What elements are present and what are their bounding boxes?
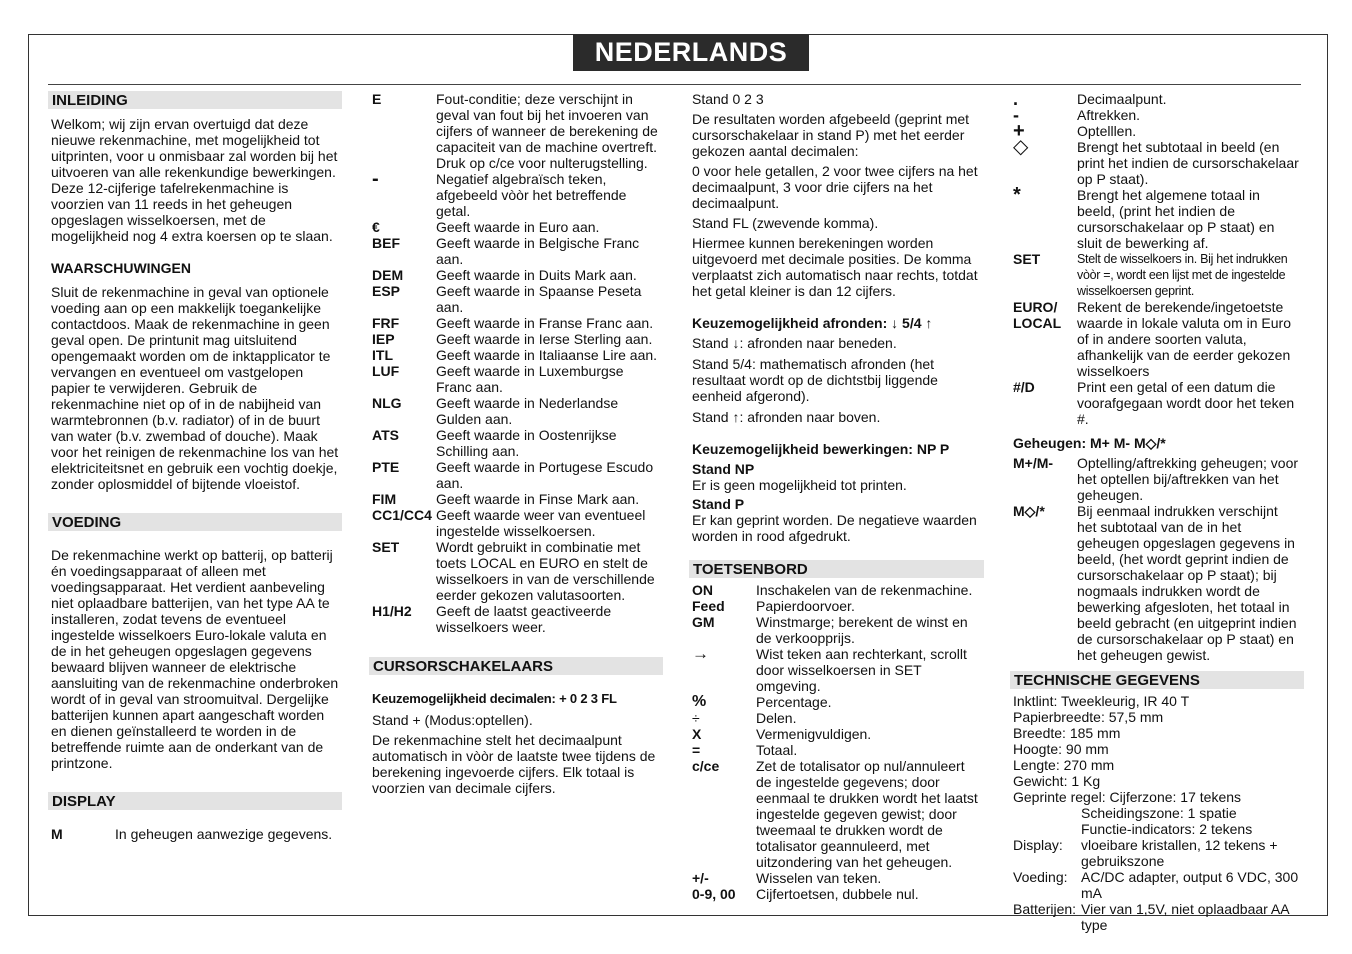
section-heading-technische-gegevens: TECHNISCHE GEGEVENS [1010, 671, 1304, 689]
key-label: Feed [692, 598, 725, 614]
display-desc: Geeft de laatst geactiveerde wisselkoers weer. [436, 603, 612, 635]
display-key: M [51, 826, 63, 842]
display-item [369, 427, 663, 459]
display-item [369, 507, 663, 539]
stand-p: Stand P [692, 496, 745, 512]
display-key: E [372, 91, 382, 107]
display-item [369, 395, 663, 427]
spec-line: Papierbreedte: 57,5 mm [1013, 709, 1164, 725]
display-item [369, 283, 663, 315]
spec-label: Voeding: [1013, 869, 1068, 885]
display-item [369, 491, 663, 507]
display-key: NLG [372, 395, 402, 411]
key-desc: Bij eenmaal indrukken verschijnt het subtotaal van de in het geheugen opgeslagen gegevens in beeld, (het wordt geprint indien de cursorschakelaar op P staat); bij nogmaals indrukken wordt de bewerking afgesloten, het totaal in beeld gebracht (en uitgeprint indien de cursorschakelaar op P staat) en het geheugen gewist. [1077, 503, 1297, 663]
waarschuwingen-text: Sluit de rekenmachine in geval van optionele voeding aan op een makkelijk toegankelijke contactdoos. Maak de rekenmachine in geen geval open. De printunit mag uitsluitend opengemaakt worden om de inktapplicator te vervangen en eventueel om vastgelopen papier te verwijderen. Gebruik de rekenmachine niet op of in de nabijheid van warmtebronnen (b.v. radiator) of in de buurt van water (b.v. zwembad of douche). Maak voor het reinigen de rekenmachine los van het elektriciteitsnet en gebruik een vochtig doekje, zonder oplosmiddel of bijtende vloeistof. [51, 284, 339, 492]
spec-line: Geprinte regel: Cijferzone: 17 tekens [1013, 789, 1242, 805]
stand-np-text: Er is geen mogelijkheid tot printen. [692, 477, 907, 493]
display-item [369, 235, 663, 267]
key-item [1010, 299, 1304, 379]
display-desc: Geeft waarde in Oostenrijkse Schilling aan. [436, 427, 617, 459]
divider [48, 84, 1301, 85]
display-desc: Geeft waarde in Spaanse Peseta aan. [436, 283, 642, 315]
key-label: 0-9, 00 [692, 886, 736, 902]
key-desc: Cijfertoetsen, dubbele nul. [756, 886, 919, 902]
key-item [1010, 136, 1304, 187]
key-item [689, 582, 984, 598]
key-item [689, 758, 984, 870]
display-desc: Geeft waarde in Ierse Sterling aan. [436, 331, 653, 347]
spec-batterijen [1010, 901, 1304, 933]
stand-023-text-b: 0 voor hele getallen, 2 voor twee cijfers na het decimaalpunt, 3 voor drie cijfers na het decimaalpunt. [692, 163, 978, 211]
key-item [689, 614, 984, 646]
memory-item [1010, 455, 1304, 503]
key-item [689, 742, 984, 758]
key-desc: Optelllen. [1077, 123, 1137, 139]
spec-line: Scheidingszone: 1 spatie [1081, 805, 1237, 821]
spec-line: Gewicht: 1 Kg [1013, 773, 1101, 789]
round-up: Stand ↑: afronden naar boven. [692, 409, 881, 425]
display-item [369, 168, 663, 219]
memory-item [1010, 503, 1304, 663]
key-desc: Optelling/aftrekking geheugen; voor het optellen bij/aftrekken van het geheugen. [1077, 455, 1299, 503]
display-desc: In geheugen aanwezige gegevens. [115, 826, 333, 842]
stand-fl-text: Hiermee kunnen berekeningen worden uitgevoerd met decimale posities. De komma verplaatst zich automatisch naar rechts, totdat het getal kleiner is dan 12 cijfers. [692, 235, 978, 299]
minus-icon: - [1013, 105, 1019, 125]
spec-label: Display: [1013, 837, 1063, 853]
round-54: Stand 5/4: mathematisch afronden (het resultaat wordt op de dichtstbij liggende eenheid afgerond). [692, 356, 938, 404]
key-item [689, 726, 984, 742]
spec-line: Inktlint: Tweekleurig, IR 40 T [1013, 693, 1190, 709]
key-item [1010, 251, 1304, 299]
display-key: ITL [372, 347, 393, 363]
section-heading-toetsenbord: TOETSENBORD [689, 560, 984, 578]
divide-icon: ÷ [692, 710, 700, 726]
plus-icon: + [1013, 120, 1025, 142]
stand-023: Stand 0 2 3 [692, 91, 764, 107]
display-key: LUF [372, 363, 400, 379]
key-desc: Winstmarge; berekent de winst en de verkoopprijs. [756, 614, 968, 646]
ops-title: Keuzemogelijkheid bewerkingen: NP P [692, 441, 950, 457]
geheugen-title: Geheugen: M+ M- M◇/* [1013, 435, 1166, 451]
stand-023-text-a: De resultaten worden afgebeeld (geprint met cursorschakelaar in stand P) met het eerder gekozen aantal decimalen: [692, 111, 970, 159]
key-desc: Brengt het algemene totaal in beeld, (print het indien de cursorschakelaar op P staat) en sluit de bewerking af. [1077, 187, 1275, 251]
page-title: NEDERLANDS [573, 34, 809, 71]
section-heading-cursorschakelaars: CURSORSCHAKELAARS [369, 657, 663, 675]
key-label: EURO/ LOCAL [1013, 299, 1062, 331]
display-item [369, 603, 663, 635]
stand-np: Stand NP [692, 461, 755, 477]
key-desc: Percentage. [756, 694, 832, 710]
spec-display [1010, 837, 1304, 869]
display-key: - [372, 168, 379, 190]
display-key: IEP [372, 331, 395, 347]
spec-line: Lengte: 270 mm [1013, 757, 1115, 773]
section-heading-inleiding: INLEIDING [48, 91, 342, 109]
key-desc: Papierdoorvoer. [756, 598, 855, 614]
key-item [689, 694, 984, 710]
key-desc: Wist teken aan rechterkant, scrollt door wisselkoersen in SET omgeving. [756, 646, 967, 694]
display-item [369, 331, 663, 347]
display-key: ESP [372, 283, 401, 299]
display-item [369, 363, 663, 395]
key-desc: Totaal. [756, 742, 798, 758]
section-heading-display: DISPLAY [48, 792, 342, 810]
key-label: M◇/* [1013, 503, 1045, 519]
spec-line: Hoogte: 90 mm [1013, 741, 1109, 757]
display-item [369, 219, 663, 235]
display-desc: Geeft waarde weer van eventueel ingestelde wisselkoersen. [436, 507, 646, 539]
display-desc: Geeft waarde in Duits Mark aan. [436, 267, 637, 283]
waarschuwingen-heading: WAARSCHUWINGEN [51, 260, 191, 276]
key-item [1010, 91, 1304, 107]
key-desc: Vermenigvuldigen. [756, 726, 872, 742]
display-desc: Geeft waarde in Euro aan. [436, 219, 600, 235]
key-item [689, 598, 984, 614]
display-item [369, 347, 663, 363]
diamond-icon: ◇ [1013, 136, 1029, 158]
column-1 [48, 91, 342, 842]
key-desc: Decimaalpunt. [1077, 91, 1167, 107]
key-item [1010, 184, 1304, 251]
stand-plus: Stand + (Modus:optellen). [372, 712, 533, 728]
decimals-title: Keuzemogelijkheid decimalen: + 0 2 3 FL [372, 691, 617, 706]
display-item [369, 315, 663, 331]
display-key: € [372, 219, 380, 235]
key-label: #/D [1013, 379, 1035, 395]
round-title: Keuzemogelijkheid afronden: ↓ 5/4 ↑ [692, 315, 933, 331]
key-desc: Wisselen van teken. [756, 870, 882, 886]
display-key: ATS [372, 427, 399, 443]
key-desc: Print een getal of een datum die voorafgegaan wordt door het teken #. [1077, 379, 1295, 427]
key-label: M+/M- [1013, 455, 1054, 471]
key-desc: Zet de totalisator op nul/annuleert de ingestelde gegevens; door eenmaal te drukken wordt het laatst ingestelde gegeven gewist; door tweemaal te drukken wordt de totalisator geannuleerd, met uitzondering van het geheugen. [756, 758, 978, 870]
display-desc: Geeft waarde in Finse Mark aan. [436, 491, 640, 507]
display-desc: Wordt gebruikt in combinatie met toets LOCAL en EURO en stelt de wisselkoers in van de verschillende eerder gekozen valutasoorten. [436, 539, 655, 603]
display-item [369, 459, 663, 491]
stand-plus-text: De rekenmachine stelt het decimaalpunt automatisch in vòòr de laatste twee tijdens de berekening ingevoerde cijfers. Elk totaal is voorzien van decimale cijfers. [372, 732, 656, 796]
stand-p-text: Er kan geprint worden. De negatieve waarden worden in rood afgedrukt. [692, 512, 977, 544]
key-item [689, 646, 984, 694]
display-desc: Geeft waarde in Belgische Franc aan. [436, 235, 640, 267]
spec-value: Vier van 1,5V, niet oplaadbaar AA type [1081, 901, 1289, 933]
key-desc: Inschakelen van de rekenmachine. [756, 582, 973, 598]
display-key: BEF [372, 235, 400, 251]
display-key: CC1/CC4 [372, 507, 432, 523]
key-label: c/ce [692, 758, 720, 774]
key-label: +/- [692, 870, 709, 886]
spec-line: Breedte: 185 mm [1013, 725, 1121, 741]
spec-line: Functie-indicators: 2 tekens [1081, 821, 1253, 837]
round-down: Stand ↓: afronden naar beneden. [692, 335, 897, 351]
display-item [369, 91, 663, 171]
display-desc: Geeft waarde in Franse Franc aan. [436, 315, 654, 331]
display-item [369, 267, 663, 283]
display-desc: Fout-conditie; deze verschijnt in geval van fout bij het invoeren van cijfers of wanneer de berekening de capaciteit van de machine overtreft. Druk op c/ce voor nulterugstelling. [436, 91, 658, 171]
key-item [689, 870, 984, 886]
display-desc: Geeft waarde in Portugese Escudo aan. [436, 459, 654, 491]
display-desc: Geeft waarde in Italiaanse Lire aan. [436, 347, 658, 363]
display-desc: Geeft waarde in Nederlandse Gulden aan. [436, 395, 619, 427]
display-key: DEM [372, 267, 404, 283]
key-item [1010, 120, 1304, 142]
tech-specs [1010, 693, 1304, 933]
display-key: H1/H2 [372, 603, 412, 619]
display-key: PTE [372, 459, 400, 475]
key-label: ON [692, 582, 713, 598]
key-list [689, 582, 984, 902]
section-heading-voeding: VOEDING [48, 513, 342, 531]
key-label: % [692, 693, 707, 710]
column-3 [689, 91, 984, 902]
spec-label: Batterijen: [1013, 901, 1077, 917]
display-item [369, 539, 663, 603]
spec-value: vloeibare kristallen, 12 tekens + gebruikszone [1081, 837, 1278, 869]
display-key: FIM [372, 491, 397, 507]
key-desc: Stelt de wisselkoers in. Bij het indrukken vòòr =, wordt een lijst met de ingestelde wisselkoersen geprint. [1077, 252, 1288, 298]
key-item [1010, 107, 1304, 123]
spec-value: AC/DC adapter, output 6 VDC, 300 mA [1081, 869, 1299, 901]
inleiding-text: Welkom; wij zijn ervan overtuigd dat deze nieuwe rekenmachine, met mogelijkheid tot uitprinten, voor u onmisbaar zal worden bij het uitvoeren van alle rekenkundige bewerkingen. Deze 12-cijferige tafelrekenmachine is voorzien van 11 reeds in het geheugen opgeslagen wisselkoersen, met de mogelijkheid nog 4 extra koersen op te slaan. [51, 116, 338, 244]
display-item-m [48, 826, 342, 842]
key-desc: Aftrekken. [1077, 107, 1141, 123]
decimal-point-icon: . [1013, 89, 1019, 109]
column-2 [369, 91, 663, 796]
key-label: = [692, 742, 701, 758]
display-key: SET [372, 539, 400, 555]
spec-voeding [1010, 869, 1304, 901]
column-4 [1010, 91, 1304, 933]
display-desc: Geeft waarde in Luxemburgse Franc aan. [436, 363, 624, 395]
display-key: FRF [372, 315, 400, 331]
key-item [689, 710, 984, 726]
stand-fl: Stand FL (zwevende komma). [692, 215, 879, 231]
key-desc: Brengt het subtotaal in beeld (en print het indien de cursorschakelaar op P staat). [1077, 139, 1299, 187]
display-desc: Negatief algebraïsch teken, afgebeeld vòòr het betreffende getal. [436, 171, 627, 219]
key-label: SET [1013, 251, 1041, 267]
key-label: GM [692, 614, 715, 630]
key-item [1010, 379, 1304, 427]
key-desc: Delen. [756, 710, 797, 726]
key-item [689, 886, 984, 902]
arrow-right-icon: → [692, 644, 709, 663]
voeding-text: De rekenmachine werkt op batterij, op batterij én voedingsapparaat of alleen met voedingsapparaat. Het verdient aanbeveling niet oplaadbare batterijen, van het type AA te installeren, zodat tevens de eventueel ingestelde wisselkoers Euro-lokale valuta en de in het geheugen opgeslagen gegevens bewaard blijven wanneer de elektrische aansluiting van de rekenmachine onderbroken wordt of in geval van stroomuitval. Dergelijke batterijen kunnen apart aangeschaft worden en dienen geïnstalleerd te worden in de betreffende ruimte aan de onderkant van de printzone. [51, 547, 339, 771]
key-label: X [692, 726, 702, 742]
asterisk-icon: * [1013, 184, 1021, 206]
key-desc: Rekent de berekende/ingetoetste waarde in lokale valuta om in Euro of in andere soorten valuta, afhankelijk van de eerder gekozen wisselkoers [1077, 299, 1292, 379]
